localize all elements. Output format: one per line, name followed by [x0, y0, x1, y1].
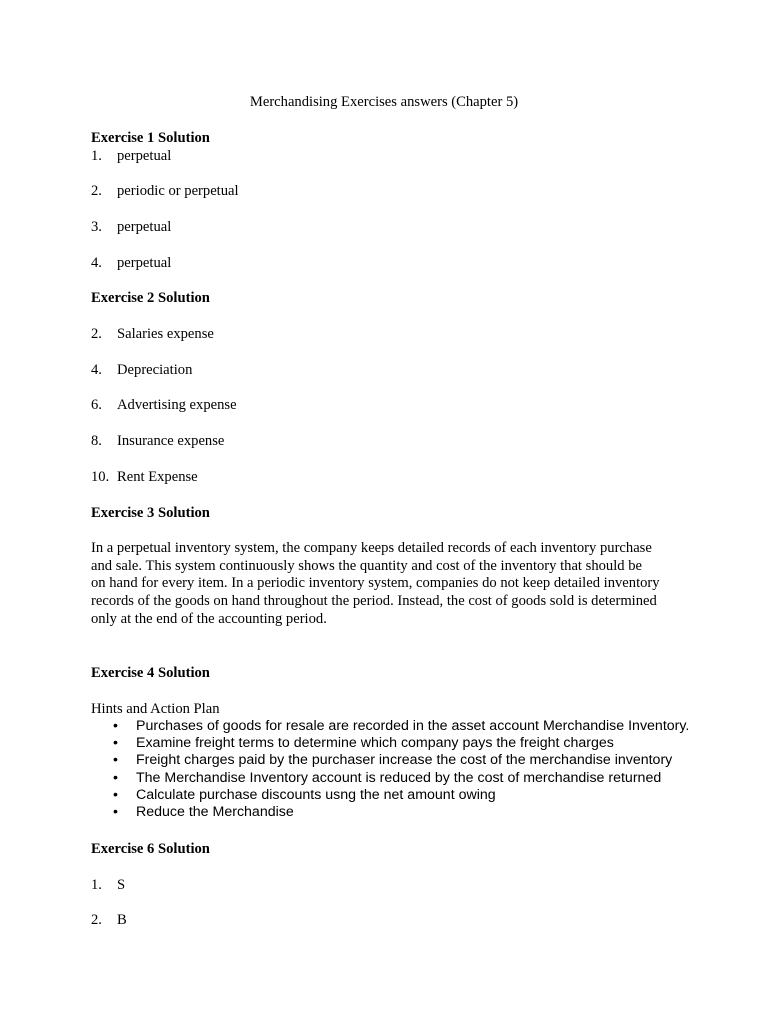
list-item: [91, 876, 125, 894]
list-item: [91, 361, 192, 379]
item-text: Insurance expense: [117, 433, 225, 449]
exercise-6-heading: Exercise 6 Solution: [91, 841, 210, 857]
item-number: 8.: [91, 433, 102, 449]
hints-list: [110, 718, 689, 821]
list-item: • Reduce the Merchandise: [110, 804, 689, 821]
item-text: perpetual: [117, 219, 172, 235]
list-item: [91, 911, 127, 929]
page-title: Merchandising Exercises answers (Chapter 5): [249, 94, 519, 110]
list-item: • Purchases of goods for resale are recorded in the asset account Merchandise Inventory.: [110, 718, 689, 735]
item-text: Advertising expense: [117, 397, 237, 413]
item-text: perpetual: [117, 255, 172, 271]
exercise-1-heading: Exercise 1 Solution: [91, 130, 210, 146]
item-text: S: [117, 877, 126, 893]
exercise-4-heading: Exercise 4 Solution: [91, 665, 210, 681]
list-item: [91, 325, 214, 343]
paragraph-line: and sale. This system continuously shows the quantity and cost of the inventory that should be: [91, 557, 642, 574]
list-item: [91, 218, 171, 236]
paragraph-line: In a perpetual inventory system, the company keeps detailed records of each inventory purchase: [91, 540, 652, 556]
list-item: [91, 254, 171, 272]
exercise-3-paragraph: [91, 540, 691, 629]
paragraph-line: on hand for every item. In a periodic inventory system, companies do not keep detailed inventory: [91, 575, 660, 592]
list-item: [91, 468, 198, 486]
item-number: 10.: [91, 469, 110, 485]
list-item: • The Merchandise Inventory account is reduced by the cost of merchandise returned: [110, 770, 689, 787]
list-item: [91, 432, 224, 450]
item-text: Rent Expense: [117, 469, 198, 485]
item-text: periodic or perpetual: [117, 183, 239, 199]
item-text: Depreciation: [117, 362, 193, 378]
list-item: • Examine freight terms to determine which company pays the freight charges: [110, 735, 689, 752]
paragraph-line: only at the end of the accounting period.: [91, 610, 327, 627]
exercise-2-heading: Exercise 2 Solution: [91, 290, 210, 306]
item-text: perpetual: [117, 148, 172, 164]
paragraph-line: records of the goods on hand throughout the period. Instead, the cost of goods sold is determined: [91, 593, 657, 610]
item-number: 4.: [91, 255, 102, 271]
list-item: [91, 396, 237, 414]
exercise-3-heading: Exercise 3 Solution: [91, 505, 210, 521]
item-number: 3.: [91, 219, 102, 235]
item-text: B: [117, 912, 127, 928]
list-item: [91, 147, 171, 165]
hints-label: Hints and Action Plan: [91, 701, 220, 717]
list-item: • Calculate purchase discounts usng the net amount owing: [110, 787, 689, 804]
item-number: 2.: [91, 183, 102, 199]
item-number: 1.: [91, 877, 102, 893]
item-number: 2.: [91, 912, 102, 928]
item-number: 1.: [91, 148, 102, 164]
list-item: • Freight charges paid by the purchaser increase the cost of the merchandise inventory: [110, 752, 689, 769]
item-number: 6.: [91, 397, 102, 413]
item-number: 2.: [91, 326, 102, 342]
item-text: Salaries expense: [117, 326, 214, 342]
item-number: 4.: [91, 362, 102, 378]
list-item: [91, 182, 239, 200]
